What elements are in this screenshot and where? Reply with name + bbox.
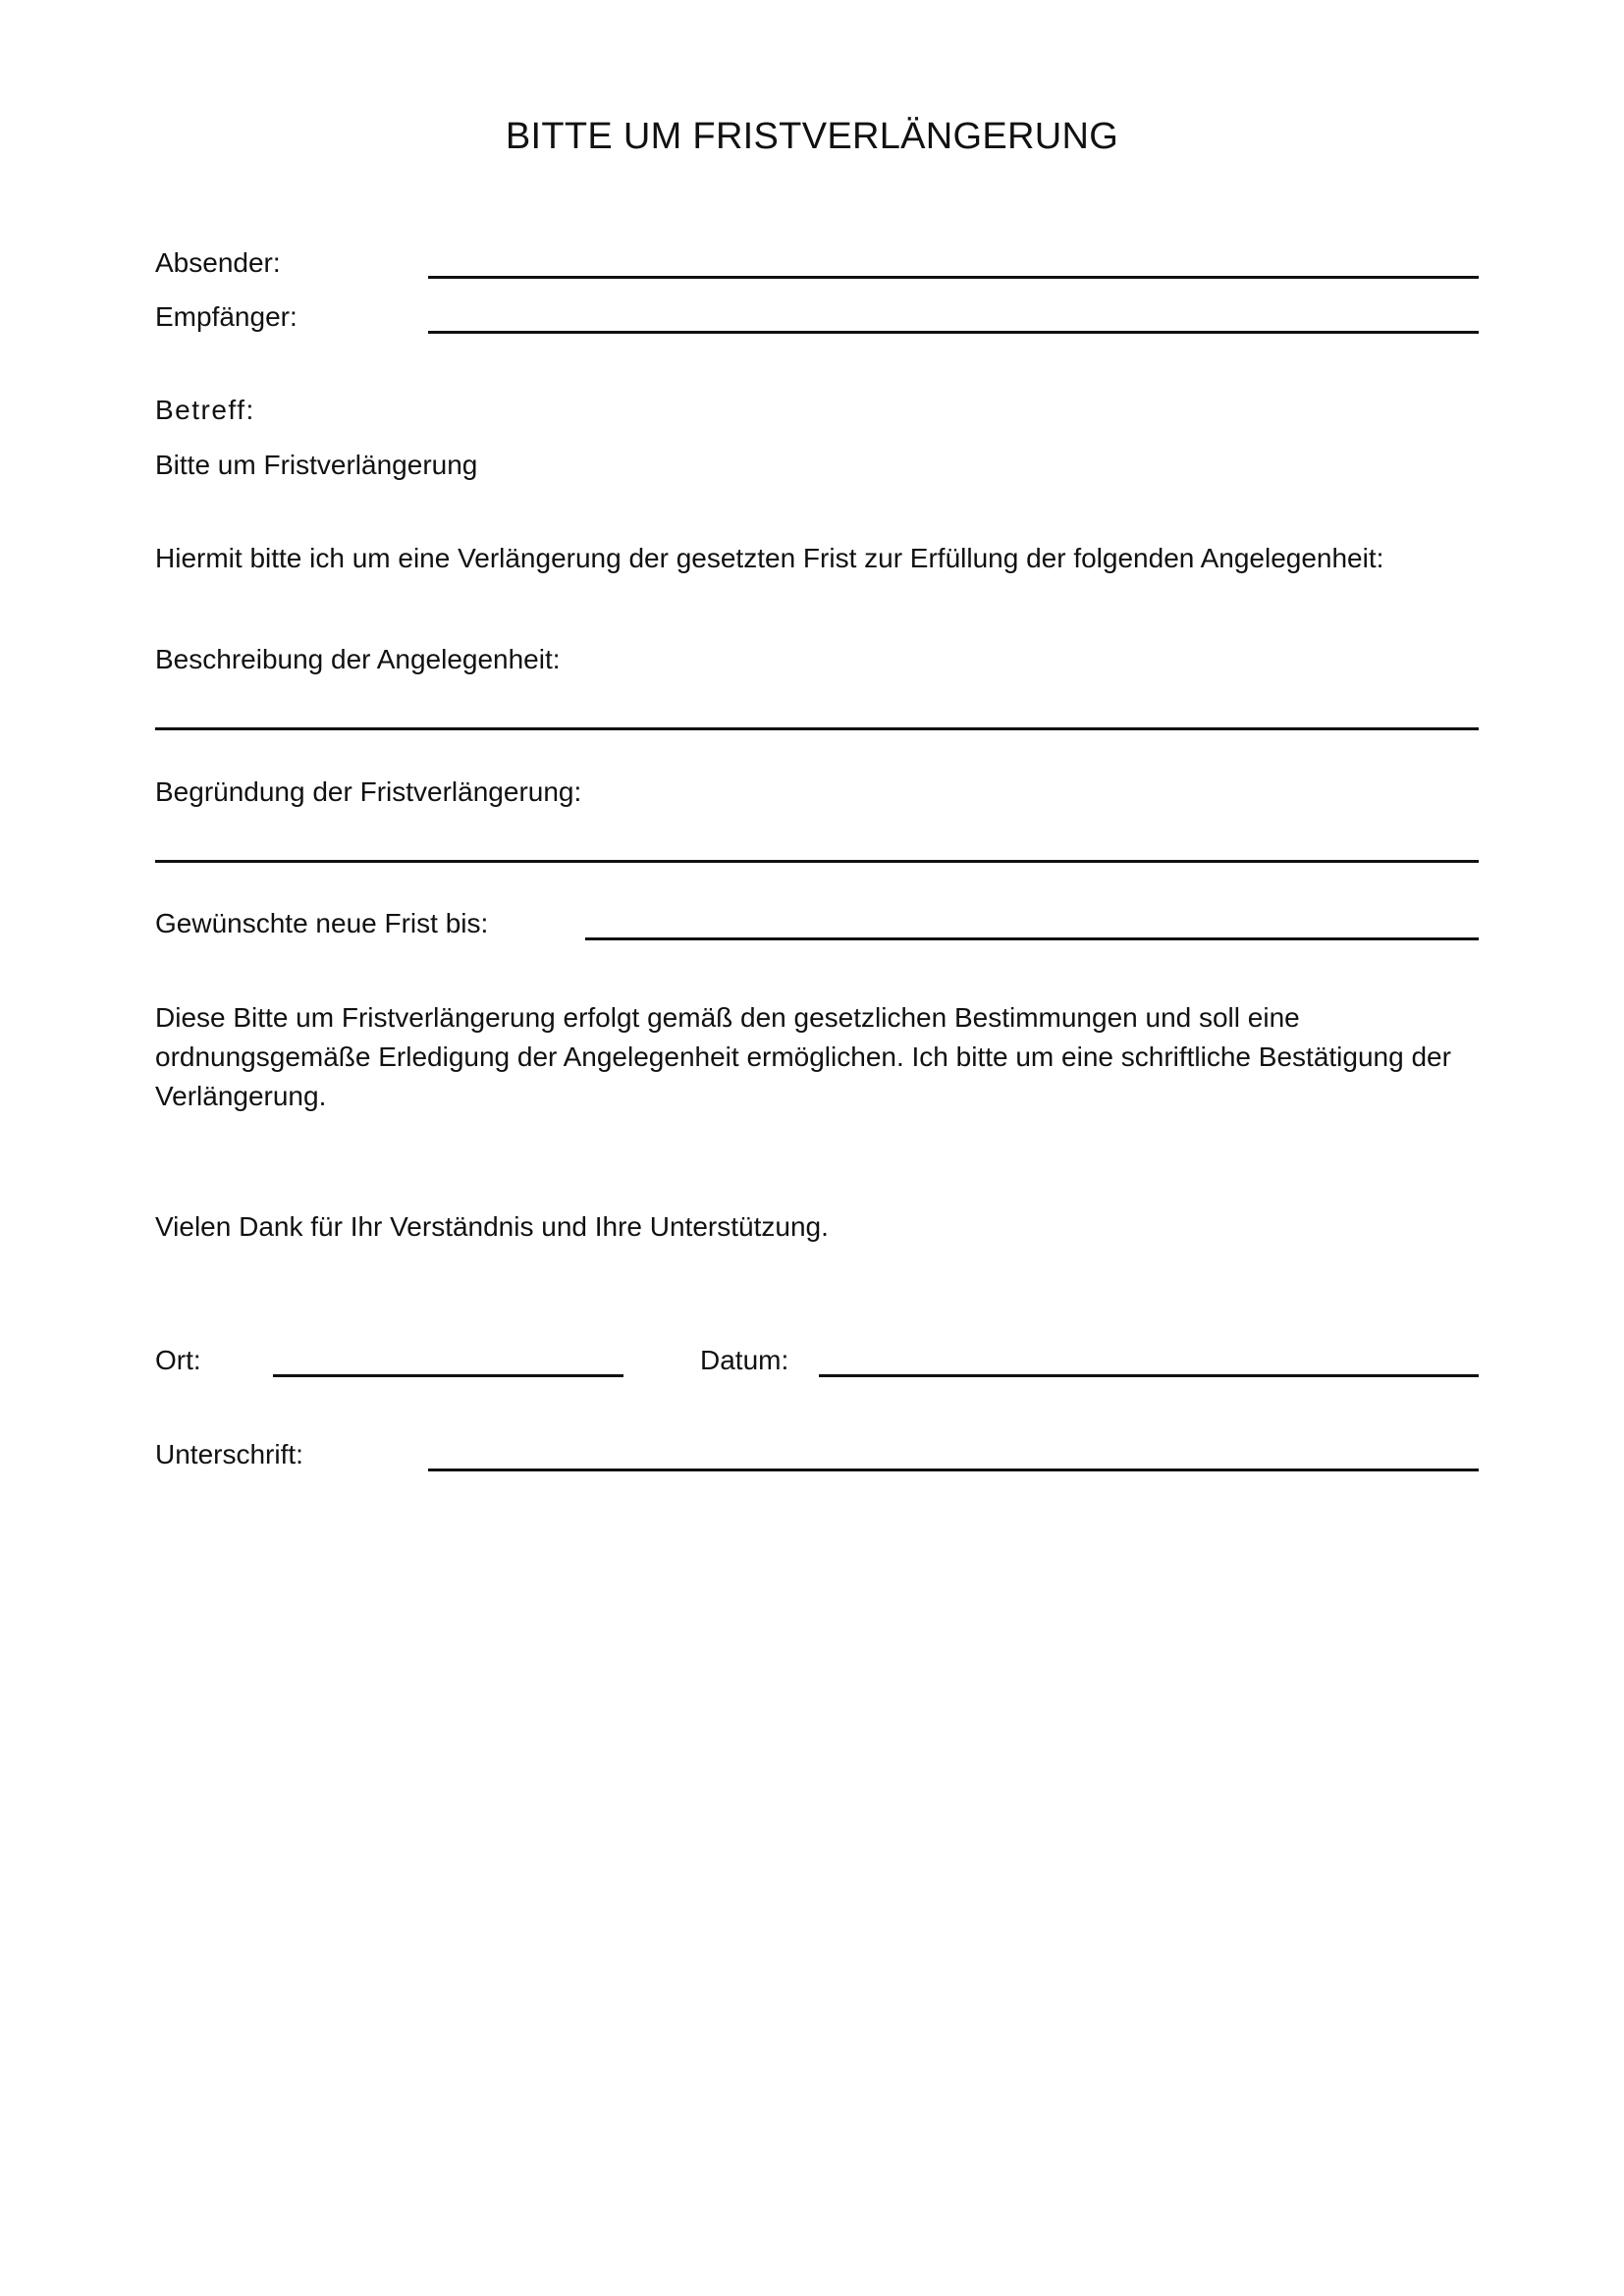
beschreibung-field[interactable] xyxy=(155,727,1479,730)
intro-text: Hiermit bitte ich um eine Verlängerung der gesetzten Frist zur Erfüllung der folgenden Angelegenheit: xyxy=(155,543,1384,573)
betreff-label: Betreff: xyxy=(155,395,255,425)
begruendung-field[interactable] xyxy=(155,860,1479,863)
begruendung-label: Begründung der Fristverlängerung: xyxy=(155,776,582,807)
datum-field[interactable] xyxy=(819,1374,1479,1377)
datum-label: Datum: xyxy=(700,1345,789,1375)
body-paragraph: Diese Bitte um Fristverlängerung erfolgt gemäß den gesetzlichen Bestimmungen und soll eine ordnungsgemäße Erledigung der Angelegenheit ermöglichen. Ich bitte um eine schriftliche Bestätigung der Verlängerung. xyxy=(155,1002,1451,1111)
ort-label: Ort: xyxy=(155,1345,201,1375)
neue-frist-label: Gewünschte neue Frist bis: xyxy=(155,908,489,938)
page-title: BITTE UM FRISTVERLÄNGERUNG xyxy=(505,116,1119,157)
betreff-value: Bitte um Fristverlängerung xyxy=(155,450,478,480)
unterschrift-label: Unterschrift: xyxy=(155,1439,303,1469)
absender-field[interactable] xyxy=(428,276,1479,279)
empfaenger-label: Empfänger: xyxy=(155,301,298,332)
empfaenger-field[interactable] xyxy=(428,331,1479,334)
beschreibung-label: Beschreibung der Angelegenheit: xyxy=(155,644,561,674)
absender-label: Absender: xyxy=(155,247,281,278)
closing-text: Vielen Dank für Ihr Verständnis und Ihre Unterstützung. xyxy=(155,1211,829,1242)
neue-frist-field[interactable] xyxy=(585,937,1479,940)
unterschrift-field[interactable] xyxy=(428,1468,1479,1471)
ort-field[interactable] xyxy=(273,1374,623,1377)
